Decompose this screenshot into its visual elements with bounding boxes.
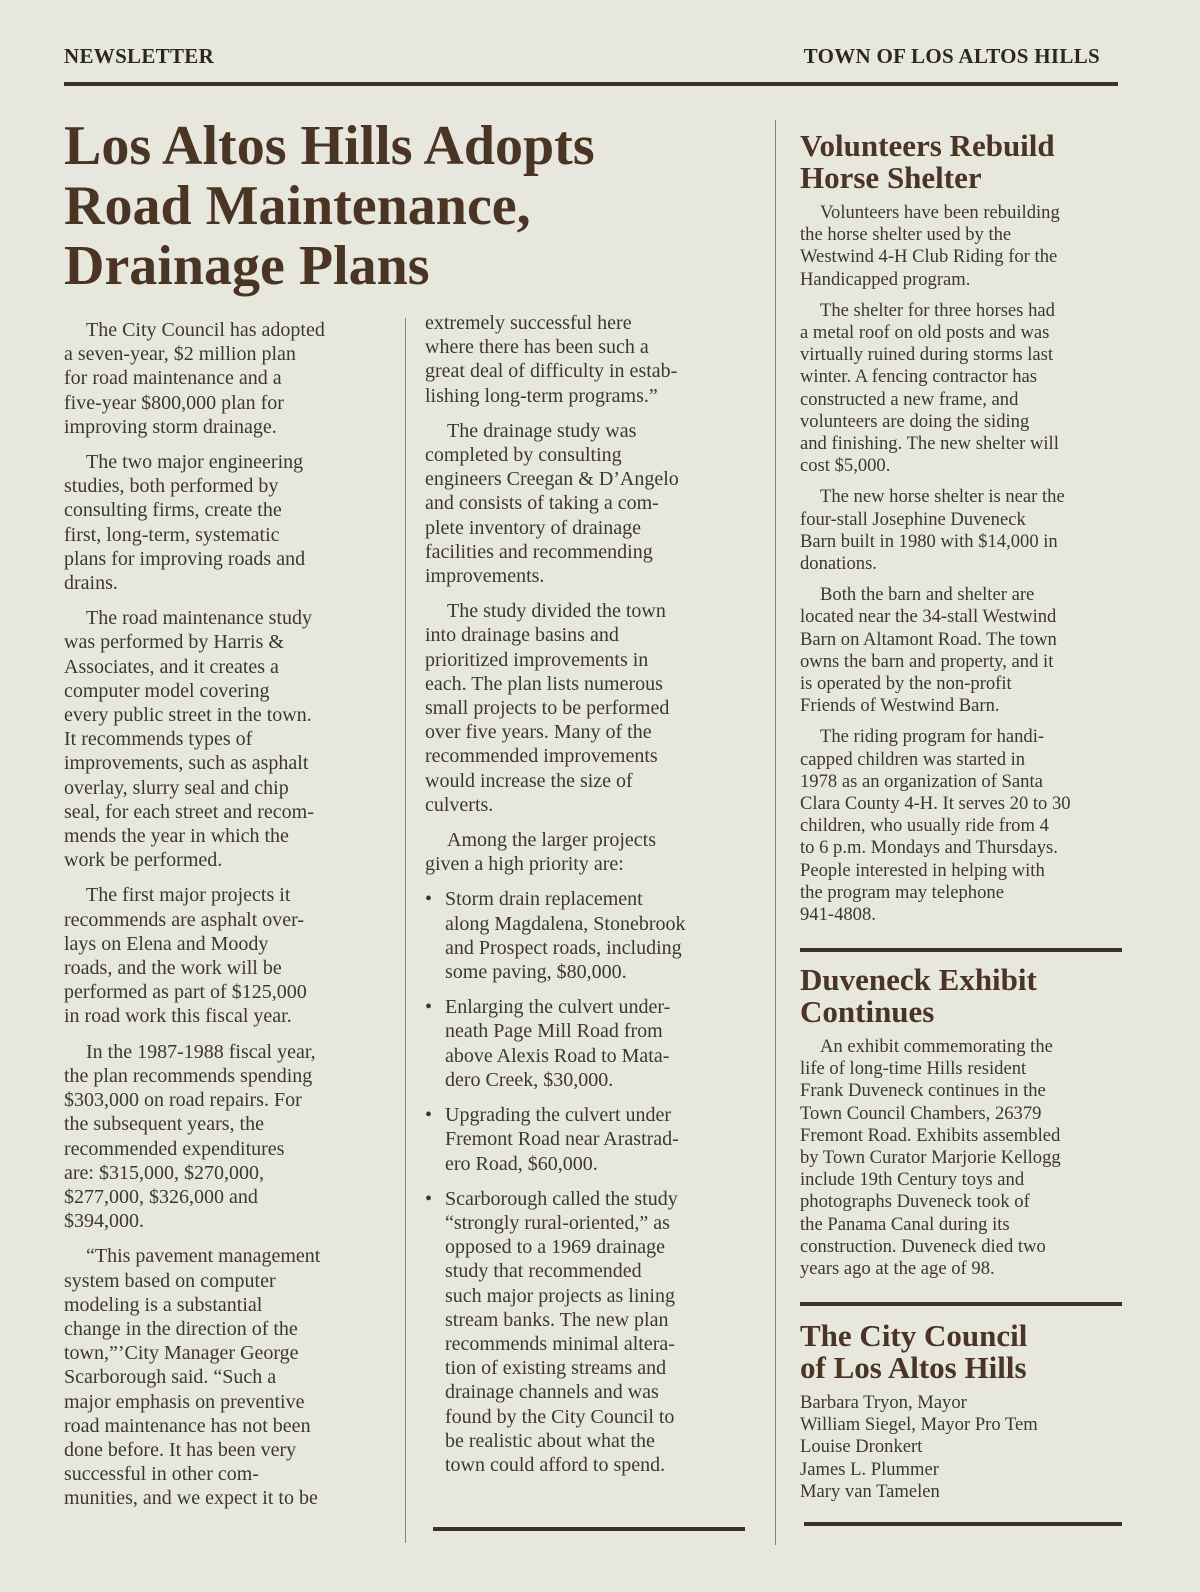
text-line: recommends minimal altera- [445, 1332, 675, 1355]
text-line: Town Council Chambers, 26379 [800, 1102, 1042, 1124]
city-council-box [800, 1320, 1130, 1503]
text-line: The new horse shelter is near the [820, 486, 1065, 508]
text-line: drains. [64, 572, 118, 595]
text-line: road maintenance has not been [64, 1414, 311, 1437]
text-line: Upgrading the culvert under [445, 1104, 672, 1127]
text-line: small projects to be performed [425, 697, 670, 720]
text-line: the Panama Canal during its [800, 1213, 1010, 1235]
text-line: stream banks. The new plan [445, 1308, 669, 1331]
duveneck-story [800, 964, 1130, 1289]
running-header-left: NEWSLETTER [64, 44, 215, 68]
list-item [425, 1103, 765, 1176]
text-line: be realistic about what the [445, 1429, 655, 1452]
text-line: capped children was started in [800, 748, 1026, 770]
text-line: Barn on Altamont Road. The town [800, 628, 1057, 650]
text-line: and Prospect roads, including [445, 936, 682, 959]
bullet-icon: • [425, 888, 433, 911]
text-line: four-stall Josephine Duveneck [800, 508, 1026, 530]
text-line: An exhibit commemorating the [820, 1036, 1053, 1057]
text-line: The two major engineering [86, 451, 304, 474]
city-council-title [800, 1320, 1130, 1384]
text-line: “strongly rural-oriented,” as [445, 1211, 670, 1234]
text-line: and finishing. The new shelter will [800, 433, 1059, 455]
text-line: overlay, slurry seal and chip [64, 776, 289, 799]
text-line: consulting firms, create the [64, 499, 282, 522]
text-line: the subsequent years, the [64, 1113, 264, 1136]
headline-line: Los Altos Hills Adopts [64, 115, 595, 177]
text-line: would increase the size of [425, 769, 633, 792]
running-header-right: TOWN OF LOS ALTOS HILLS [803, 44, 1100, 68]
text-line: plans for improving roads and [64, 547, 306, 570]
text-line: ero Road, $60,000. [445, 1152, 598, 1175]
text-line: facilities and recommending [425, 540, 653, 563]
paragraph [425, 828, 765, 876]
text-line: winter. A fencing contractor has [800, 366, 1037, 388]
text-line: Westwind 4-H Club Riding for the [800, 246, 1058, 268]
list-item [425, 887, 765, 984]
text-line: Storm drain replacement [445, 888, 643, 911]
article-column-1 [64, 318, 394, 1522]
text-line: some paving, $80,000. [445, 961, 627, 984]
text-line: construction. Duveneck died two [800, 1235, 1046, 1257]
text-line: found by the City Council to [445, 1405, 675, 1428]
text-line: is operated by the non-profit [800, 673, 1012, 695]
text-line: include 19th Century toys and [800, 1169, 1025, 1191]
text-line: The riding program for handi- [820, 726, 1045, 748]
text-line: system based on computer [64, 1269, 276, 1292]
text-line: lays on Elena and Moody [64, 932, 269, 955]
text-line: People interested in helping with [800, 859, 1045, 881]
text-line: Barn built in 1980 with $14,000 in [800, 530, 1058, 552]
text-line: where there has been such a [425, 336, 649, 359]
text-line: given a high priority are: [425, 853, 624, 876]
text-line: Associates, and it creates a [64, 655, 279, 678]
text-line: to 6 p.m. Mondays and Thursdays. [800, 837, 1058, 859]
list-item [425, 1187, 765, 1477]
headline-line: Road Maintenance, [64, 175, 531, 237]
text-line: the plan recommends spending [64, 1064, 313, 1087]
horse-shelter-story [800, 130, 1130, 935]
text-line: improvements, such as asphalt [64, 752, 309, 775]
article-end-rule [433, 1527, 745, 1531]
title-line: Horse Shelter [800, 160, 982, 195]
text-line: The City Council has adopted [86, 319, 325, 341]
text-line: Both the barn and shelter are [820, 584, 1035, 606]
text-line: Handicapped program. [800, 268, 971, 290]
text-line: for road maintenance and a [64, 367, 282, 390]
text-line: change in the direction of the [64, 1317, 298, 1340]
text-line: each. The plan lists numerous [425, 672, 663, 695]
text-line: mends the year in which the [64, 825, 289, 848]
text-line: opposed to a 1969 drainage [445, 1236, 665, 1259]
text-line: such major projects as lining [445, 1284, 675, 1307]
sidebar-rule-1 [800, 948, 1122, 952]
headline-line: Drainage Plans [64, 235, 430, 297]
text-line: study that recommended [445, 1260, 642, 1283]
title-line: The City Council [800, 1318, 1028, 1353]
bullet-icon: • [425, 1104, 433, 1127]
text-line: lishing long-term programs.” [425, 384, 658, 407]
text-line: improving storm drainage. [64, 415, 277, 438]
text-line: seal, for each street and recom- [64, 800, 314, 823]
text-line: computer model covering [64, 679, 270, 702]
text-line: extremely successful here [425, 312, 632, 334]
text-line: tion of existing streams and [445, 1357, 667, 1380]
text-line: successful in other com- [64, 1463, 259, 1486]
council-member: James L. Plummer [800, 1458, 939, 1480]
text-line: The drainage study was [447, 419, 637, 442]
text-line: 1978 as an organization of Santa [800, 770, 1043, 792]
text-line: completed by consulting [425, 444, 622, 467]
text-line: constructed a new frame, and [800, 388, 1019, 410]
text-line: The shelter for three horses had [820, 299, 1055, 321]
text-line: Fremont Road. Exhibits assembled [800, 1124, 1061, 1146]
sidebar-rule-3 [804, 1522, 1122, 1526]
paragraph [425, 419, 765, 588]
main-headline [64, 116, 764, 296]
paragraph [800, 1036, 1130, 1280]
paragraph [64, 1040, 394, 1234]
paragraph [800, 202, 1130, 291]
text-line: above Alexis Road to Mata- [445, 1044, 670, 1067]
title-line: Continues [800, 994, 935, 1029]
text-line: recommended expenditures [64, 1137, 285, 1160]
text-line: into drainage basins and [425, 624, 619, 647]
text-line: was performed by Harris & [64, 631, 284, 654]
priority-project-list [425, 887, 765, 1477]
article-column-2 [425, 311, 765, 1488]
text-line: located near the 34-stall Westwind [800, 606, 1057, 628]
text-line: over five years. Many of the [425, 721, 652, 744]
text-line: improvements. [425, 565, 545, 588]
text-line: donations. [800, 553, 877, 575]
text-line: owns the barn and property, and it [800, 650, 1054, 672]
text-line: Scarborough said. “Such a [64, 1366, 277, 1389]
paragraph [800, 584, 1130, 717]
text-line: virtually ruined during storms last [800, 344, 1054, 366]
text-line: Clara County 4-H. It serves 20 to 30 [800, 793, 1071, 815]
council-member: Louise Dronkert [800, 1436, 923, 1458]
text-line: $394,000. [64, 1210, 144, 1233]
text-line: major emphasis on preventive [64, 1390, 305, 1413]
text-line: prioritized improvements in [425, 648, 649, 671]
text-line: The study divided the town [447, 600, 666, 623]
text-line: munities, and we expect it to be [64, 1487, 318, 1510]
text-line: recommends are asphalt over- [64, 908, 305, 931]
paragraph [64, 1244, 394, 1510]
council-member: William Siegel, Mayor Pro Tem [800, 1414, 1038, 1436]
text-line: In the 1987-1988 fiscal year, [86, 1040, 316, 1063]
text-line: dero Creek, $30,000. [445, 1068, 614, 1091]
text-line: studies, both performed by [64, 475, 279, 498]
text-line: Fremont Road near Arastrad- [445, 1128, 679, 1151]
council-member: Barbara Tryon, Mayor [800, 1392, 967, 1413]
paragraph [64, 318, 394, 439]
text-line: life of long-time Hills resident [800, 1058, 1027, 1080]
text-line: work be performed. [64, 849, 223, 872]
text-line: first, long-term, systematic [64, 523, 280, 546]
paragraph [800, 726, 1130, 926]
horse-shelter-title [800, 130, 1130, 194]
text-line: years ago at the age of 98. [800, 1258, 995, 1280]
text-line: roads, and the work will be [64, 957, 282, 980]
text-line: It recommends types of [64, 728, 253, 751]
title-line: Duveneck Exhibit [800, 962, 1037, 997]
text-line: five-year $800,000 plan for [64, 391, 284, 414]
text-line: children, who usually ride from 4 [800, 815, 1049, 837]
duveneck-title [800, 964, 1130, 1028]
text-line: town could afford to spend. [445, 1453, 666, 1476]
paragraph [425, 599, 765, 817]
text-line: photographs Duveneck took of [800, 1191, 1030, 1213]
text-line: Enlarging the culvert under- [445, 996, 671, 1019]
text-line: “This pavement management [86, 1245, 321, 1268]
text-line: every public street in the town. [64, 704, 312, 727]
text-line: are: $315,000, $270,000, [64, 1161, 264, 1184]
paragraph [800, 486, 1130, 575]
text-line: the horse shelter used by the [800, 224, 1012, 246]
duveneck-body [800, 1036, 1130, 1280]
text-line: Scarborough called the study [445, 1187, 678, 1210]
text-line: volunteers are doing the siding [800, 410, 1030, 432]
text-line: The road maintenance study [86, 607, 313, 630]
text-line: great deal of difficulty in estab- [425, 360, 678, 383]
text-line: plete inventory of drainage [425, 516, 642, 539]
text-line: town,”’City Manager George [64, 1342, 299, 1365]
text-line: Friends of Westwind Barn. [800, 695, 1000, 717]
text-line: drainage channels and was [445, 1381, 659, 1404]
title-line: of Los Altos Hills [800, 1350, 1027, 1385]
text-line: 941-4808. [800, 904, 876, 926]
text-line: engineers Creegan & D’Angelo [425, 468, 679, 491]
paragraph [800, 300, 1130, 478]
council-member-list [800, 1392, 1130, 1503]
paragraph [64, 606, 394, 872]
paragraph [425, 311, 765, 408]
text-line: and consists of taking a com- [425, 492, 659, 515]
text-line: a metal roof on old posts and was [800, 322, 1050, 344]
text-line: $277,000, $326,000 and [64, 1185, 258, 1208]
sidebar-rule-2 [800, 1302, 1122, 1306]
text-line: culverts. [425, 793, 494, 816]
text-line: along Magdalena, Stonebrook [445, 912, 686, 935]
text-line: performed as part of $125,000 [64, 981, 307, 1004]
text-line: by Town Curator Marjorie Kellogg [800, 1147, 1061, 1169]
horse-shelter-body [800, 202, 1130, 926]
header-rule [64, 82, 1118, 86]
text-line: Among the larger projects [447, 829, 657, 852]
text-line: The first major projects it [86, 884, 291, 907]
column-divider-1 [405, 318, 406, 1543]
text-line: Volunteers have been rebuilding [820, 202, 1060, 223]
text-line: neath Page Mill Road from [445, 1020, 663, 1043]
paragraph [64, 450, 394, 595]
council-member: Mary van Tamelen [800, 1480, 940, 1502]
text-line: a seven-year, $2 million plan [64, 343, 296, 366]
text-line: done before. It has been very [64, 1438, 297, 1461]
list-item [425, 995, 765, 1092]
paragraph [64, 883, 394, 1028]
bullet-icon: • [425, 1187, 433, 1210]
text-line: $303,000 on road repairs. For [64, 1089, 302, 1112]
text-line: recommended improvements [425, 745, 658, 768]
text-line: in road work this fiscal year. [64, 1005, 292, 1028]
title-line: Volunteers Rebuild [800, 128, 1055, 163]
text-line: modeling is a substantial [64, 1293, 263, 1316]
text-line: Frank Duveneck continues in the [800, 1080, 1046, 1102]
text-line: cost $5,000. [800, 455, 891, 477]
bullet-icon: • [425, 996, 433, 1019]
text-line: the program may telephone [800, 881, 1004, 903]
column-divider-2 [775, 120, 776, 1545]
